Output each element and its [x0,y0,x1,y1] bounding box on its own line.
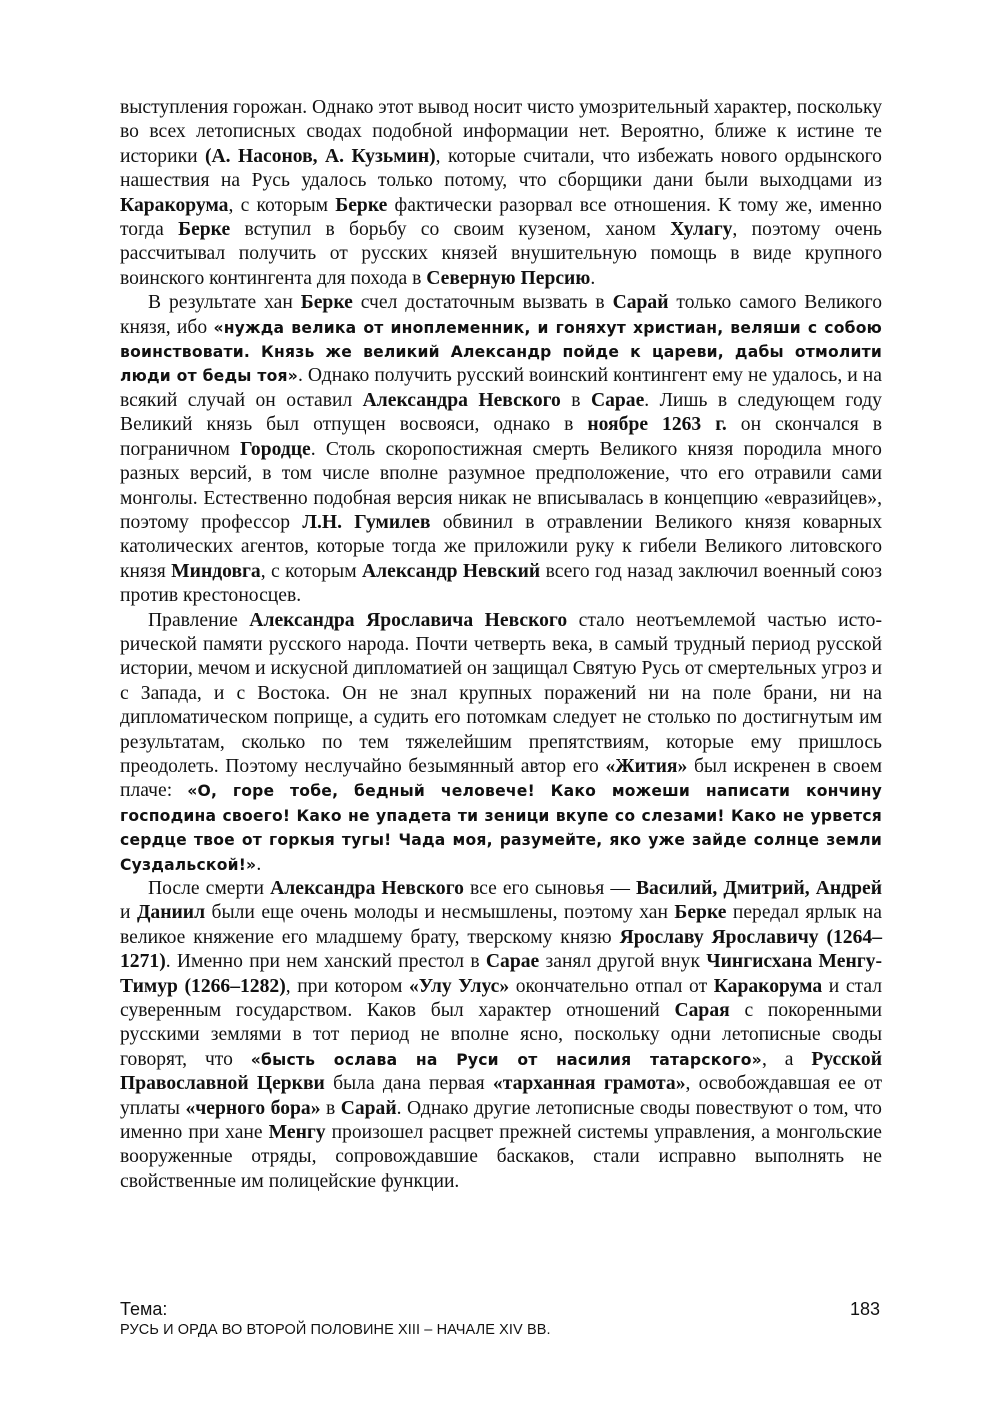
topic-label: Тема: [120,1299,168,1319]
bold-term: Миндовга [171,560,261,582]
bold-term: ноябре 1263 г. [587,414,727,436]
bold-term: Берке [674,902,727,924]
bold-term: «Улу Улус» [408,975,510,997]
paragraph-1: выступления горожан. Однако этот вывод носит чисто умозрительный характер, поскольку во всех летописных сводах подобной информации нет. Вероятно, ближе к истине те историки (А. Насонов, А. Кузьмин), которые считали, что избежать нового ордынского нашествия на Русь удалось только потому, что сборщики дани были выходцами из Каракорума, с которым Берке фактически разорвал все отношения. К тому же, именно тогда Берке вступил в борьбу со своим кузеном, ханом Хулагу, поэтому очень рассчитывал получить от русских князей внушительную помощь в виде крупного воинского контингента для похода в Северную Персию. [120,97,882,289]
old-russian-quote: «нужда велика от иноплеменник, и гоняхут христиан, веляши с собою воинствовати. Князь же великий Александр пойде к цареви, дабы отмолити люди от беды тоя» [120,318,882,386]
bold-term: «черного бора» [185,1097,321,1119]
bold-term: Даниил [136,902,206,924]
bold-term: Ярославу Ярославичу (1264–1271) [120,926,882,973]
bold-term: «тарханная грамота» [492,1073,686,1095]
paragraph-2: В результате хан Берке счел достаточным вызвать в Сарай только самого Великого князя, ибо «нужда велика от иноплеменник, и гоняхут христиан, веляши с собою воинствовати. Князь же великий Александр пойде к цареви, дабы отмолити люди от беды тоя». Однако получить русский воинский контингент ему не удалось, и на всякий случай он оставил Александра Невского в Сарае. Лишь в следующем году Великий князь был отпущен восвояси, однако в ноябре 1263 г. он скончался в пограничном Городце. Столь скоропостижная смерть Великого князя породила много разных версий, в том числе вполне разумное предположение, что его отравили сами монголы. Естественно подобная версия никак не вписывалась в концепцию «евразийцев», поэтому профессор Л.Н. Гумилев обвинил в отравлении Великого князя коварных католических агентов, которые тогда же приложили руку к гибели Великого литовского князя Миндовга, с которым Александр Невский всего год назад заключил военный союз против крестоносцев. [120,292,883,607]
bold-term: Русской Православной Церкви [120,1048,882,1095]
old-russian-quote: «бысть ослава на Руси от насилия татарского» [250,1050,762,1069]
bold-term: Берке [335,194,388,216]
bold-term: (А. Насонов, А. Кузьмин) [204,145,436,167]
bold-term: Менгу [268,1122,326,1144]
bold-term: Сарай [340,1097,397,1119]
topic-title: РУСЬ И ОРДА ВО ВТОРОЙ ПОЛОВИНЕ XIII – НАЧАЛЕ XIV ВВ. [120,1322,551,1338]
bold-term: Северную Персию [426,267,591,289]
old-russian-quote: «О, горе тобе, бедный человече! Како можеши написати кончину господина своего! Како не упадета ти зеници вкупе со слезами! Како не урвется сердце твое от горкыя тугы! Чада моя, разумейте, яко уже зайде солнце земли Суздальской!» [120,782,882,874]
bold-term: Городце [240,438,311,460]
bold-term: Василий, Дмитрий, Андрей [635,878,882,899]
bold-term: Александр Невский [362,560,541,582]
bold-term: Сарая [674,1000,730,1022]
bold-term: Чингисхана Менгу-Тимур (1266–1282) [120,951,882,997]
paragraph-3: Правление Александра Ярославича Невского стало неотъемлемой частью исторической памяти русского народа. Почти четверть века, в самый трудный период русской истории, мечом и искусной дипломатией он защищал Святую Русь от смертельных угроз и с Запада, и с Востока. Он не знал крупных поражений ни на поле брани, ни на дипломатическом поприще, а судить его потомкам следует не столько по достигнутым им результатам, сколько по тем тяжелейшим препятствиям, которые ему пришлось преодолеть. Поэтому неслучайно безымянный автор его «Жития» был искренен в своем плаче: «О, горе тобе, бедный человече! Како можеши написати кончину господина своего! Како не упадета ти зеници вкупе со слезами! Како не урвется сердце твое от горкыя тугы! Чада моя, разумейте, яко уже зайде солнце земли Суздальской!». [120,609,882,875]
bold-term: Александра Невского [362,389,561,411]
bold-term: Каракорума [713,975,823,997]
bold-term: Хулагу [670,219,733,241]
main-text [120,96,882,1194]
bold-term: Александра Невского [270,878,464,899]
bold-term: Берке [300,292,353,314]
bold-term: Александра Ярославича Невского [249,609,568,631]
paragraph-4: После смерти Александра Невского все его сыновья — Василий, Дмитрий, Андрей и Даниил были еще очень молоды и несмышлены, поэтому хан Берке передал ярлык на великое княжение его младшему брату, тверскому князю Ярославу Ярославичу (1264–1271). Именно при нем ханский престол в Сарае занял другой внук Чингисхана Менгу-Тимур (1266–1282), при котором «Улу Улус» окончательно отпал от Каракорума и стал суверенным государством. Каков был характер отношений Сарая с покоренными русскими землями в тот период не вполне ясно, поскольку одни летописные своды говорят, что «бысть ослава на Руси от насилия татарского», а Русской Православной Церкви была дана первая «тарханная грамота», освобождавшая ее от уплаты «черного бора» в Сарай. Однако другие летописные своды повествуют о том, что именно при хане Менгу произошел расцвет прежней системы управления, а монгольские вооруженные отряды, сопровождавшие баскаков, стали исправно выполнять не свойственные им полицейские функции. [120,878,883,1192]
bold-term: Каракорума [120,194,229,216]
bold-term: Сарае [485,951,540,973]
bold-term: Берке [178,219,231,241]
page-number: 183 [849,1299,880,1319]
bold-term: «Жития» [605,755,688,777]
bold-term: Л.Н. Гумилев [302,511,431,533]
bold-term: Сарай [612,292,669,314]
bold-term: Сарае [590,389,645,411]
page-footer [120,1298,882,1340]
